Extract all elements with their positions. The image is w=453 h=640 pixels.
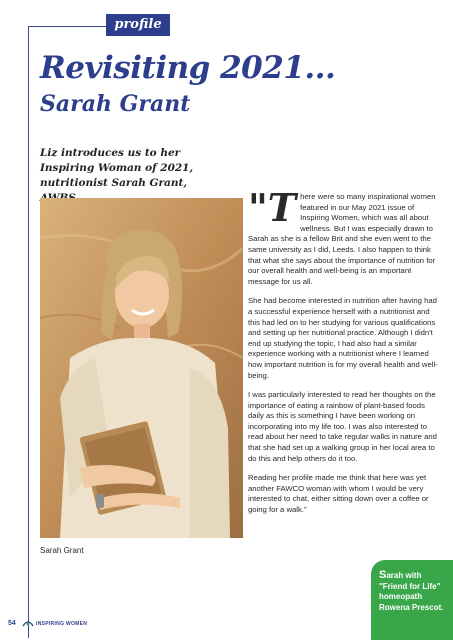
article-body <box>248 185 440 525</box>
article-title: Revisiting 2021... <box>40 50 336 86</box>
article-intro: Liz introduces us to her Inspiring Woman of 2021, nutritionist Sarah Grant, <box>40 147 194 189</box>
article-subtitle: Sarah Grant <box>40 91 191 117</box>
frame-line-horizontal <box>28 26 106 27</box>
portrait-illustration <box>40 198 243 538</box>
page-number: 54 <box>8 620 16 627</box>
teaser-text: arah with "Friend for Life" homeopath Rowena Prescot. <box>379 571 444 612</box>
article-paragraph-3: I was particularly interested to read her thoughts on the importance of eating a rainbow of plant-based foods daily as this is something I have been working on incorporating into my life too. I was also interested to read about her need to take regular walks in nature and that she had set up a walking group in her local area to do this and help others do it too. <box>248 390 437 463</box>
section-tag: profile <box>106 14 170 36</box>
photo-caption: Sarah Grant <box>40 546 84 555</box>
article-paragraph-1 <box>248 185 440 287</box>
paragraph-1-text: here were so many inspirational women featured in our May 2021 issue of Inspiring Women, which was all about wellness. But I was especially drawn to Sarah as she is a fellow Brit and she even went to the same university as I did, Leeds. I also happen to think that what she says about the importance of nutrition for our overall health and well-being is an important message for us all. <box>248 192 436 286</box>
article-paragraph-2: She had become interested in nutrition after having had a successful experience herself with a nutritionist and this had led on to her studying for various qualifications and setting up her nutritional practice. Although I didn't end up studying the topic, I had also had a similar experience working with a nutritionist where I learned how important nutrition is for my overall health and well-being. <box>248 296 438 380</box>
next-article-teaser <box>371 560 453 640</box>
drop-cap: "T <box>248 185 297 230</box>
frame-line-vertical <box>28 26 29 638</box>
publication-name: INSPIRING WOMEN <box>36 621 88 627</box>
article-paragraph-4: Reading her profile made me think that here was yet another FAWCO woman with whom I would be very interested to chat, either sitting down over a coffee or going for a walk." <box>248 473 429 515</box>
teaser-initial: S <box>379 569 387 581</box>
publication-logo-icon <box>22 618 34 628</box>
profile-photo <box>40 198 243 538</box>
